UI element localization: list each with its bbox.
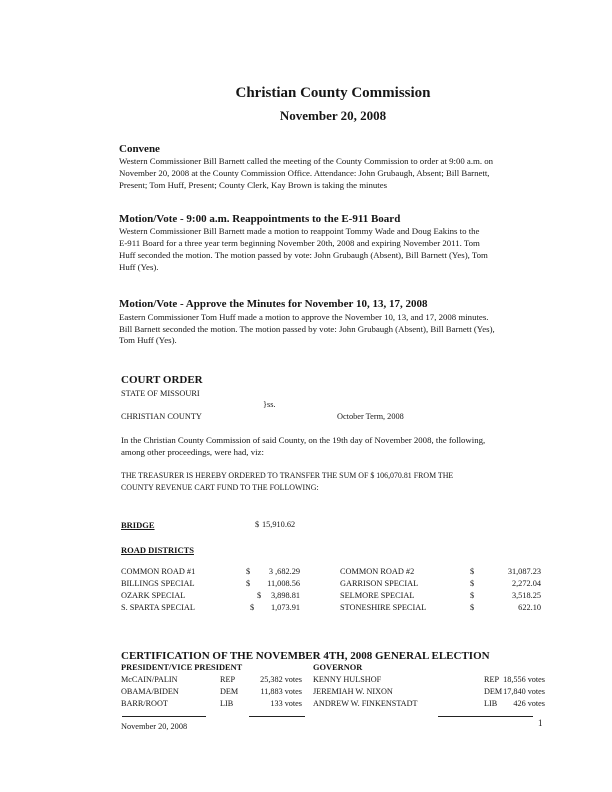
road-district-name: GARRISON SPECIAL xyxy=(340,579,419,588)
road-district-name: BILLINGS SPECIAL xyxy=(121,579,195,588)
reappointments-line: Huff seconded the motion. The motion passed by vote: John Grubaugh (Absent), Bill Barnett (Yes), Tom xyxy=(119,250,488,260)
bridge-label: BRIDGE xyxy=(121,520,155,530)
candidate-party: LIB xyxy=(220,699,234,708)
road-district-name: COMMON ROAD #2 xyxy=(340,567,415,576)
road-district-name: OZARK SPECIAL xyxy=(121,591,186,600)
candidate-votes: 11,883 votes xyxy=(260,687,302,696)
election-heading: CERTIFICATION OF THE NOVEMBER 4TH, 2008 GENERAL ELECTION xyxy=(121,650,490,662)
document-date: November 20, 2008 xyxy=(279,108,387,123)
page-number: 1 xyxy=(538,718,543,728)
minutes-line: Tom Huff (Yes). xyxy=(119,335,177,345)
road-district-amount: 3,898.81 xyxy=(270,591,300,600)
court-order-transfer-line: COUNTY REVENUE CART FUND TO THE FOLLOWING: xyxy=(121,483,319,492)
document-title: Christian County Commission xyxy=(235,85,431,101)
court-order-state: STATE OF MISSOURI xyxy=(121,389,200,398)
reappointments-heading: Motion/Vote - 9:00 a.m. Reappointments to the E-911 Board xyxy=(119,213,401,225)
divider-rule xyxy=(122,716,206,717)
road-district-amount: 3 ,682.29 xyxy=(268,567,300,576)
reappointments-line: E-911 Board for a three year term beginning November 20th, 2008 and expiring November 2011. Tom xyxy=(119,238,480,248)
candidate-votes: 133 votes xyxy=(270,699,302,708)
reappointments-line: Huff (Yes). xyxy=(119,262,159,272)
candidate-party: REP xyxy=(484,675,500,684)
candidate-party: DEM xyxy=(220,687,239,696)
road-district-amount: 3,518.25 xyxy=(511,591,541,600)
candidate-party: DEM xyxy=(484,687,503,696)
road-district-name: COMMON ROAD #1 xyxy=(121,567,196,576)
court-order-transfer-line: THE TREASURER IS HEREBY ORDERED TO TRANSFER THE SUM OF $ 106,070.81 FROM THE xyxy=(121,471,454,480)
minutes-heading: Motion/Vote - Approve the Minutes for November 10, 13, 17, 2008 xyxy=(119,298,428,310)
road-district-amount: 11,008.56 xyxy=(267,579,300,588)
currency-symbol: $ xyxy=(255,520,260,529)
divider-rule xyxy=(438,716,533,717)
currency-symbol: $ xyxy=(250,603,255,612)
currency-symbol: $ xyxy=(470,603,475,612)
court-order-preamble-line: among other proceedings, were had, viz: xyxy=(121,447,264,457)
governor-column-heading: GOVERNOR xyxy=(313,663,363,672)
footer-date: November 20, 2008 xyxy=(121,722,188,731)
currency-symbol: $ xyxy=(246,579,251,588)
candidate-votes: 18,556 votes xyxy=(503,675,545,684)
candidate-name: JEREMIAH W. NIXON xyxy=(313,687,393,696)
president-column-heading: PRESIDENT/VICE PRESIDENT xyxy=(121,663,243,672)
candidate-name: BARR/ROOT xyxy=(121,699,168,708)
convene-line: Western Commissioner Bill Barnett called the meeting of the County Commission to order at 9:00 a.m. on xyxy=(119,156,494,166)
road-district-name: STONESHIRE SPECIAL xyxy=(340,603,427,612)
court-order-ss: }ss. xyxy=(263,400,276,409)
candidate-votes: 25,382 votes xyxy=(260,675,302,684)
candidate-name: McCAIN/PALIN xyxy=(121,675,178,684)
convene-heading: Convene xyxy=(119,143,160,155)
currency-symbol: $ xyxy=(470,591,475,600)
court-order-county: CHRISTIAN COUNTY xyxy=(121,412,202,421)
candidate-party: LIB xyxy=(484,699,498,708)
currency-symbol: $ xyxy=(470,567,475,576)
road-district-amount: 2,272.04 xyxy=(511,579,541,588)
road-district-name: SELMORE SPECIAL xyxy=(340,591,415,600)
candidate-votes: 17,840 votes xyxy=(503,687,545,696)
road-district-name: S. SPARTA SPECIAL xyxy=(121,603,195,612)
court-order-heading: COURT ORDER xyxy=(121,374,203,386)
candidate-votes: 426 votes xyxy=(513,699,545,708)
currency-symbol: $ xyxy=(257,591,262,600)
bridge-amount: 15,910.62 xyxy=(262,520,296,529)
convene-line: Present; Tom Huff, Present; County Clerk, Kay Brown is taking the minutes xyxy=(119,180,388,190)
court-order-term: October Term, 2008 xyxy=(337,412,404,421)
currency-symbol: $ xyxy=(470,579,475,588)
road-district-amount: 622.10 xyxy=(518,603,541,612)
court-order-preamble-line: In the Christian County Commission of said County, on the 19th day of November 2008, the following, xyxy=(121,435,486,445)
road-district-amount: 31,087.23 xyxy=(507,567,541,576)
road-districts-heading: ROAD DISTRICTS xyxy=(121,545,194,555)
candidate-name: OBAMA/BIDEN xyxy=(121,687,179,696)
road-district-amount: 1,073.91 xyxy=(270,603,300,612)
candidate-name: KENNY HULSHOF xyxy=(313,675,382,684)
convene-line: November 20, 2008 at the County Commission Office. Attendance: John Grubaugh, Absent; Bill Barnett, xyxy=(119,168,490,178)
minutes-line: Eastern Commissioner Tom Huff made a motion to approve the November 10, 13, and 17, 2008 minutes. xyxy=(119,312,489,322)
candidate-party: REP xyxy=(220,675,236,684)
divider-rule xyxy=(249,716,305,717)
candidate-name: ANDREW W. FINKENSTADT xyxy=(313,699,418,708)
currency-symbol: $ xyxy=(246,567,251,576)
reappointments-line: Western Commissioner Bill Barnett made a motion to reappoint Tommy Wade and Doug Eakins to the xyxy=(119,226,480,236)
minutes-line: Bill Barnett seconded the motion. The motion passed by vote: John Grubaugh (Absent), Bill Barnett (Yes), xyxy=(119,324,495,334)
